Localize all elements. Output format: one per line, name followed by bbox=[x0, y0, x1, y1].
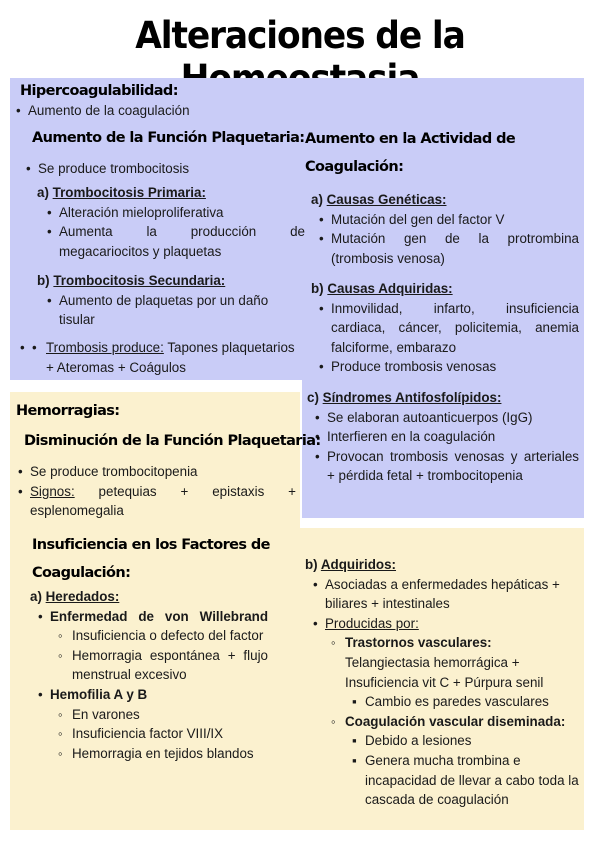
trastornos-vasculares-text: Telangiectasia hemorrágica + Insuficiencia vit C + Púrpura senil bbox=[345, 654, 544, 690]
list-item: • Signos: petequias + epistaxis + esplenomegalia bbox=[16, 482, 296, 521]
list-item: ◦ Insuficiencia factor VIII/IX bbox=[58, 724, 268, 744]
list-item: ◦ En varones bbox=[58, 705, 268, 725]
list-item: • Se produce trombocitopenia bbox=[16, 462, 296, 482]
list-item: • Se elaboran autoanticuerpos (IgG) bbox=[313, 408, 579, 428]
insuficiencia-factores-heading: Insuficiencia en los Factores de Coagulación: bbox=[32, 537, 270, 581]
hipercoagulabilidad-heading: Hipercoagulabilidad: bbox=[20, 83, 178, 99]
causas-geneticas: a) Causas Genéticas: • Mutación del gen del factor V • Mutación gen de la protrombina (trombosis venosa) bbox=[311, 190, 579, 268]
list-item: • Aumento de plaquetas por un daño tisular bbox=[45, 291, 305, 330]
list-item: • Inmovilidad, infarto, insuficiencia cardiaca, cáncer, policitemia, anemia falciforme, embarazo bbox=[317, 299, 579, 358]
trombocitosis-secundaria-title: Trombocitosis Secundaria: bbox=[53, 273, 226, 288]
list-item bbox=[311, 614, 587, 810]
list-item: • Asociadas a enfermedades hepáticas + biliares + intestinales bbox=[311, 575, 587, 614]
trombocitosis-secundaria: b) Trombocitosis Secundaria: • Aumento de plaquetas por un daño tisular bbox=[37, 271, 305, 330]
heredados: a) Heredados: • Enfermedad de von Willebrand ◦ Insuficiencia o defecto del factor ◦ Hemorragia espontánea + flujo menstrual excesivo • Hemofilia A y B ◦ En varones ◦ Insuficiencia factor VIII/IX ◦ Hemorragia en tejidos blandos bbox=[30, 587, 268, 763]
trastornos-vasculares-title: ◦ Trastornos vasculares: bbox=[345, 635, 492, 651]
list-item: ▪ Debido a lesiones bbox=[351, 731, 587, 751]
coagulacion-diseminada-title: ◦ Coagulación vascular diseminada: bbox=[345, 713, 566, 729]
list-item: • Aumenta la producción de megacariocitos y plaquetas bbox=[45, 222, 305, 261]
list-item: • Se produce trombocitosis bbox=[24, 159, 304, 179]
causas-adquiridas: b) Causas Adquiridas: • Inmovilidad, infarto, insuficiencia cardiaca, cáncer, policitemia, anemia falciforme, embarazo • Produce trombosis venosas bbox=[311, 279, 579, 377]
causas-adquiridas-title: Causas Adquiridas: bbox=[327, 281, 453, 296]
plaquetaria-content bbox=[24, 159, 304, 179]
list-item: ◦ Hemorragia espontánea + flujo menstrual excesivo bbox=[58, 646, 268, 685]
page-title: Alteraciones de la bbox=[135, 14, 465, 57]
hemorragias-heading: Hemorragias: bbox=[16, 403, 120, 419]
sindromes-antifosfolipidos-title: Síndromes Antifosfolípidos: bbox=[322, 390, 502, 405]
hemofilia-title: • Hemofilia A y B bbox=[50, 686, 148, 702]
list-item bbox=[36, 607, 268, 685]
aumento-actividad-coagulacion-heading: Aumento en la Actividad de Coagulación: bbox=[305, 131, 516, 175]
trombosis-produce bbox=[18, 338, 298, 377]
producidas-por-label: Producidas por: bbox=[325, 615, 419, 631]
list-item: ▪ Cambio es paredes vasculares bbox=[351, 692, 587, 712]
list-item: ◦ Hemorragia en tejidos blandos bbox=[58, 744, 268, 764]
disminucion-content bbox=[16, 462, 296, 521]
adquiridos: b) Adquiridos: • Asociadas a enfermedades hepáticas + biliares + intestinales • Producidas por: ◦ Trastornos vasculares: Telangiectasia hemorrágica + Insuficiencia vit C + Púrpura senil ▪ Cambio es paredes vasculares ◦ Coagulación vascular diseminada: ▪ Debido a lesiones ▪ Genera mucha trombina e incapacidad de llevar a cabo toda la cascada de coagulación bbox=[305, 555, 587, 810]
trombocitosis-primaria-title: Trombocitosis Primaria: bbox=[52, 185, 206, 200]
list-item: • Provocan trombosis venosas y arteriales + pérdida fetal + trombocitopenia bbox=[313, 447, 579, 486]
aumento-funcion-plaquetaria-heading: Aumento de la Función Plaquetaria: bbox=[32, 130, 305, 146]
hipercoagulabilidad-intro bbox=[14, 101, 294, 121]
heredados-title: Heredados: bbox=[45, 589, 120, 604]
adquiridos-title: Adquiridos: bbox=[320, 557, 397, 572]
disminucion-funcion-plaquetaria-heading: Disminución de la Función Plaquetaria: bbox=[24, 433, 321, 449]
list-item: • Mutación del gen del factor V bbox=[317, 210, 579, 230]
list-item bbox=[331, 633, 587, 711]
list-item: • Produce trombosis venosas bbox=[317, 357, 579, 377]
list-item: • • Trombosis produce: Tapones plaquetarios + Ateromas + Coágulos bbox=[18, 338, 298, 377]
sindromes-antifosfolipidos: c) Síndromes Antifosfolípidos: • Se elaboran autoanticuerpos (IgG) • Interfieren en la coagulación • Provocan trombosis venosas y arteriales + pérdida fetal + trombocitopenia bbox=[307, 388, 579, 486]
causas-geneticas-title: Causas Genéticas: bbox=[326, 192, 447, 207]
trombocitosis-primaria: a) Trombocitosis Primaria: • Alteración mieloproliferativa • Aumenta la producción de megacariocitos y plaquetas bbox=[37, 183, 305, 261]
list-item: ◦ Insuficiencia o defecto del factor bbox=[58, 626, 268, 646]
list-item: • Alteración mieloproliferativa bbox=[45, 203, 305, 223]
list-item bbox=[331, 712, 587, 810]
list-item bbox=[36, 685, 268, 763]
von-willebrand-title: • Enfermedad de von Willebrand bbox=[50, 608, 268, 624]
list-item: • Interfieren en la coagulación bbox=[313, 427, 579, 447]
list-item: • Aumento de la coagulación bbox=[14, 101, 294, 121]
list-item: ▪ Genera mucha trombina e incapacidad de llevar a cabo toda la cascada de coagulación bbox=[351, 751, 587, 810]
list-item: • Mutación gen de la protrombina (trombosis venosa) bbox=[317, 229, 579, 268]
